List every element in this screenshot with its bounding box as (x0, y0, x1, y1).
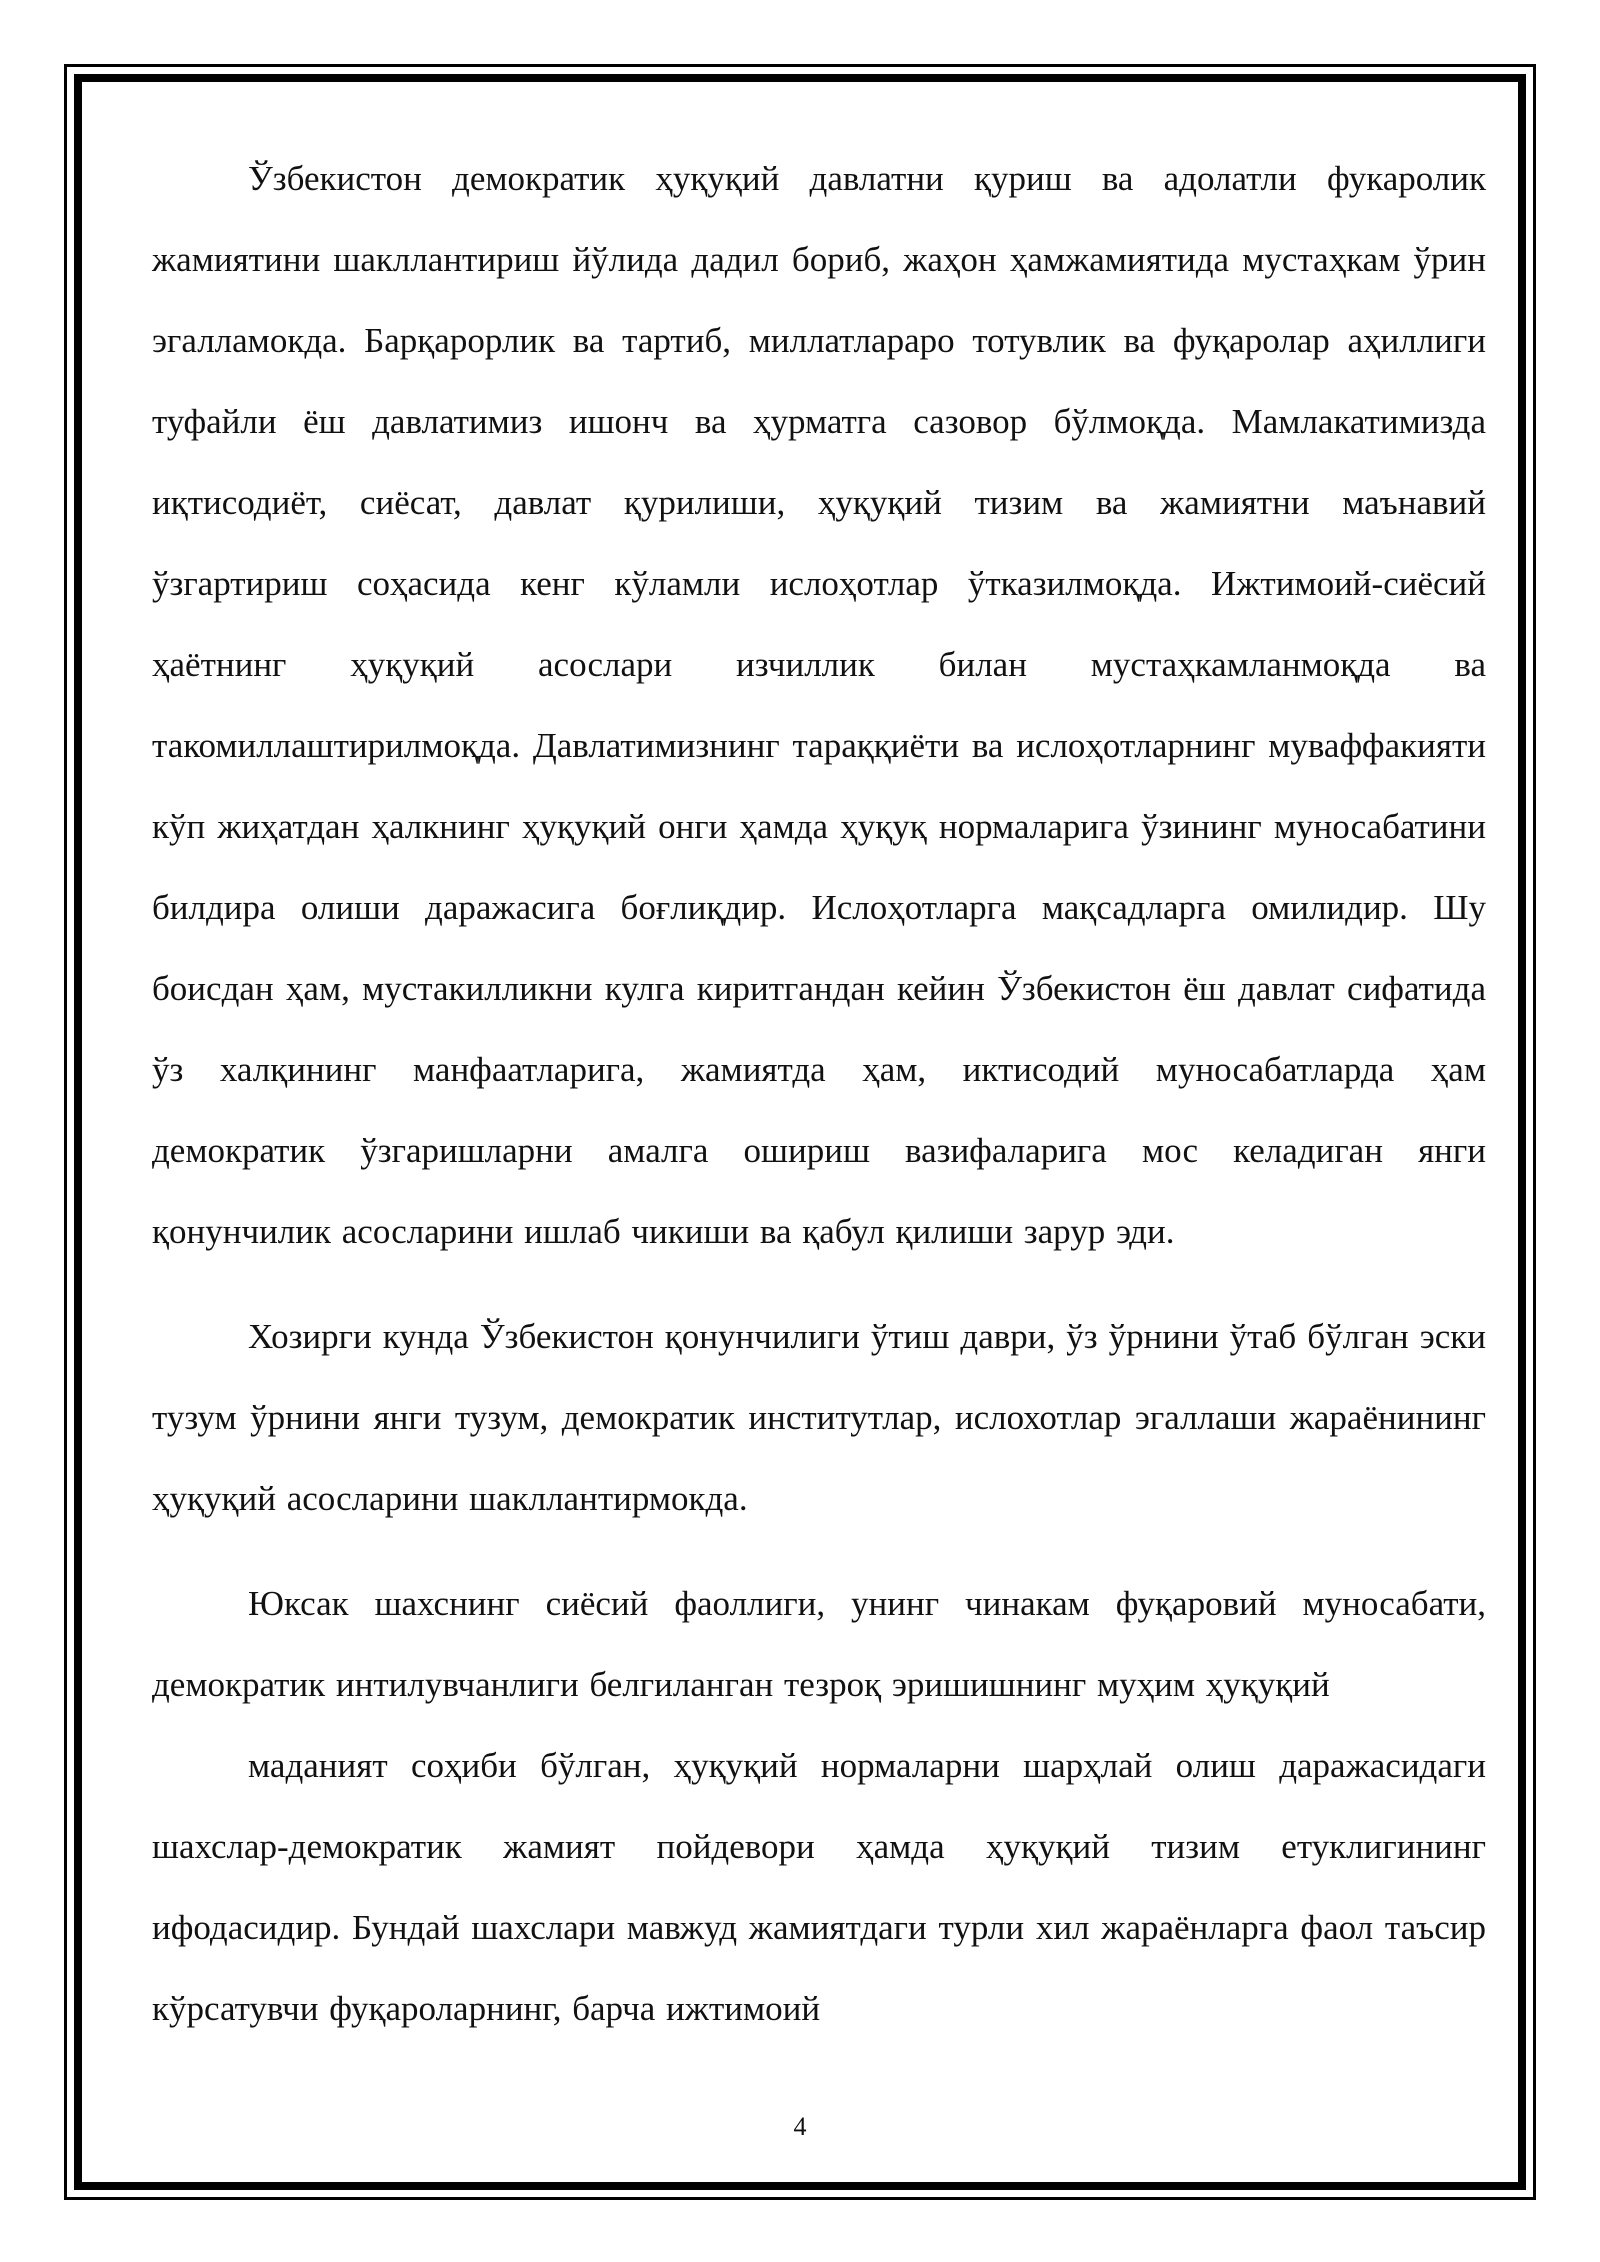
document-body (152, 138, 1486, 2049)
paragraph-3: Юксак шахснинг сиёсий фаоллиги, унинг чинакам фуқаровий муносабати, демократик интилувчанлиги белгиланган тезроқ эришишнинг муҳим ҳуқуқий (152, 1584, 1486, 1704)
page-number: 4 (793, 2112, 807, 2141)
paragraph-1: Ўзбекистон демократик ҳуқуқий давлатни қуриш ва адолатли фукаролик жамиятини шакллантириш йўлида дадил бориб, жаҳон ҳамжамиятида мустаҳкам ўрин эгалламокда. Барқарорлик ва тартиб, миллатлараро тотувлик ва фуқаролар аҳиллиги туфайли ёш давлатимиз ишонч ва ҳурматга сазовор бўлмоқда. Мамлакатимизда иқтисодиёт, сиёсат, давлат қурилиши, ҳуқуқий тизим ва жамиятни маънавий ўзгартириш соҳасида кенг кўламли ислоҳотлар ўтказилмоқда. Ижтимоий-сиёсий ҳаётнинг ҳуқуқий асослари изчиллик билан мустаҳкамланмоқда ва такомиллаштирилмоқда. Давлатимизнинг тараққиёти ва ислоҳотларнинг муваффакияти кўп жиҳатдан ҳалкнинг ҳуқуқий онги ҳамда ҳуқуқ нормаларига ўзининг муносабатини билдира олиши даражасига боғлиқдир. Ислоҳотларга мақсадларга омилидир. Шу боисдан ҳам, мустакилликни кулга киритгандан кейин Ўзбекистон ёш давлат сифатида ўз халқининг манфаатларига, жамиятда ҳам, иктисодий муносабатларда ҳам демократик ўзгаришларни амалга ошириш вазифаларига мос келадиган янги қонунчилик асосларини ишлаб чикиши ва қабул қилиши зарур эди. (152, 159, 1486, 1251)
paragraph-2: Хозирги кунда Ўзбекистон қонунчилиги ўтиш даври, ўз ўрнини ўтаб бўлган эски тузум ўрнини янги тузум, демократик институтлар, ислохотлар эгаллаши жараёнининг ҳуқуқий асосларини шакллантирмокда. (152, 1317, 1486, 1518)
paragraph-4: маданият соҳиби бўлган, ҳуқуқий нормаларни шарҳлай олиш даражасидаги шахслар-демократик жамият пойдевори ҳамда ҳуқуқий тизим етуклигининг ифодасидир. Бундай шахслари мавжуд жамиятдаги турли хил жараёнларга фаол таъсир кўрсатувчи фуқароларнинг, барча ижтимоий (152, 1746, 1486, 2028)
